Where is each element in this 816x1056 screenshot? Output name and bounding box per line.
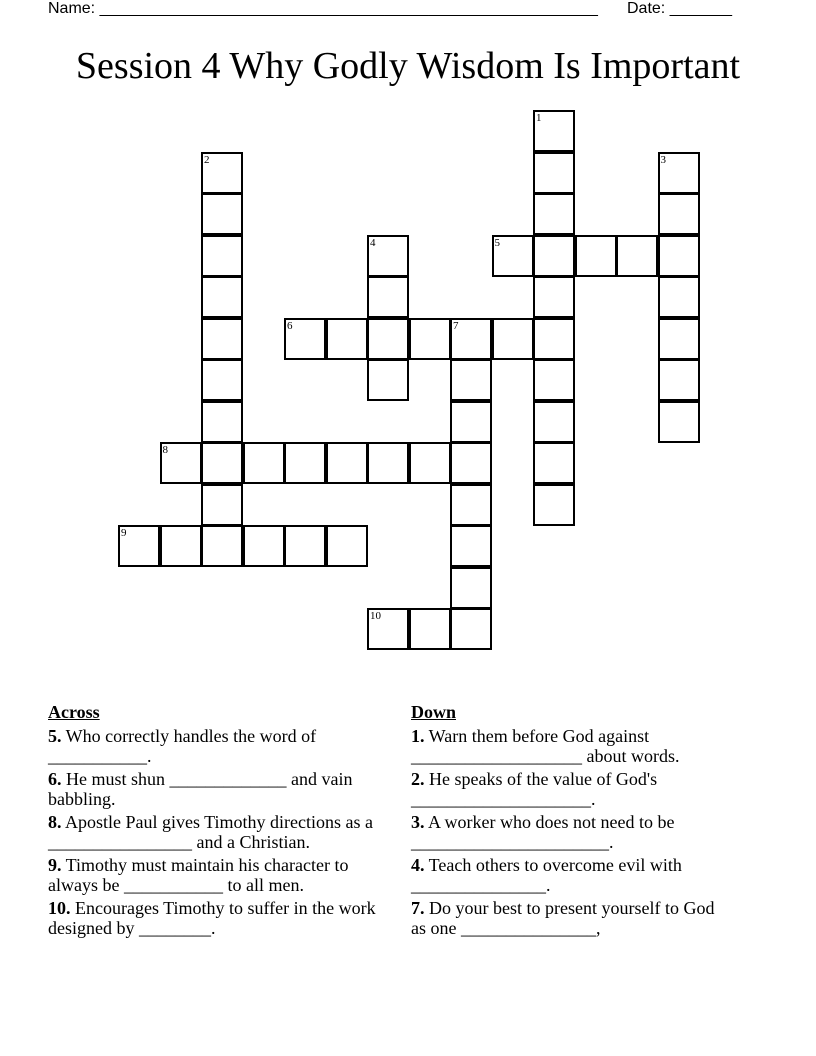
grid-cell[interactable] [367, 318, 409, 360]
clue-number: 8 [162, 444, 168, 456]
grid-cell[interactable] [533, 110, 575, 152]
clue-number: 3. [411, 812, 425, 832]
clue-item [411, 769, 721, 809]
grid-cell[interactable] [367, 276, 409, 318]
clue-number: 7 [453, 319, 459, 332]
clue-text: He speaks of the value of God's ____________________. [411, 769, 658, 809]
grid-cell[interactable] [201, 235, 243, 277]
grid-cell[interactable] [533, 442, 575, 484]
grid-cell[interactable] [533, 484, 575, 526]
grid-cell[interactable] [409, 608, 451, 650]
clue-number: 1 [536, 112, 542, 124]
grid-cell[interactable] [367, 442, 409, 484]
grid-cell[interactable] [243, 442, 285, 484]
clue-number: 4. [411, 855, 425, 875]
down-list [411, 726, 721, 938]
grid-cell[interactable] [658, 152, 700, 194]
grid-cell[interactable] [284, 318, 326, 360]
grid-cell[interactable] [492, 235, 534, 277]
down-heading: Down [411, 702, 457, 722]
grid-cell[interactable] [160, 525, 202, 567]
clue-number: 7. [411, 898, 425, 918]
grid-cell[interactable] [201, 442, 243, 484]
grid-cell[interactable] [533, 359, 575, 401]
grid-cell[interactable] [533, 193, 575, 235]
down-clues [411, 702, 721, 941]
grid-cell[interactable] [243, 525, 285, 567]
grid-cell[interactable] [367, 235, 409, 277]
clue-number: 2 [204, 153, 210, 166]
clue-number: 6. [48, 769, 62, 789]
clue-number: 5. [48, 726, 62, 746]
clue-text: Who correctly handles the word of ___________. [48, 726, 317, 766]
grid-cell[interactable] [326, 442, 368, 484]
across-clues [48, 702, 383, 941]
grid-cell[interactable] [492, 318, 534, 360]
grid-cell[interactable] [201, 193, 243, 235]
clue-number: 10. [48, 898, 71, 918]
grid-cell[interactable] [284, 525, 326, 567]
clue-item [411, 898, 721, 938]
name-field: Name: ________________________________________________________ [48, 0, 598, 17]
clue-number: 9 [121, 527, 127, 539]
grid-cell[interactable] [658, 318, 700, 360]
grid-cell[interactable] [201, 484, 243, 526]
grid-cell[interactable] [284, 442, 326, 484]
clue-text: He must shun _____________ and vain babbling. [48, 769, 353, 809]
grid-cell[interactable] [367, 608, 409, 650]
grid-cell[interactable] [201, 525, 243, 567]
grid-cell[interactable] [160, 442, 202, 484]
grid-cell[interactable] [201, 152, 243, 194]
grid-cell[interactable] [533, 276, 575, 318]
grid-cell[interactable] [533, 318, 575, 360]
clue-number: 2. [411, 769, 425, 789]
clue-text: A worker who does not need to be ______________________. [411, 812, 675, 852]
clue-text: Apostle Paul gives Timothy directions as a ________________ and a Christian. [48, 812, 374, 852]
clue-number: 9. [48, 855, 62, 875]
grid-cell[interactable] [118, 525, 160, 567]
grid-cell[interactable] [616, 235, 658, 277]
clue-item [48, 855, 383, 895]
grid-cell[interactable] [201, 401, 243, 443]
grid-cell[interactable] [450, 401, 492, 443]
clue-number: 4 [370, 236, 376, 249]
clue-number: 1. [411, 726, 425, 746]
grid-cell[interactable] [326, 525, 368, 567]
grid-cell[interactable] [326, 318, 368, 360]
grid-cell[interactable] [201, 359, 243, 401]
grid-cell[interactable] [450, 525, 492, 567]
grid-cell[interactable] [201, 318, 243, 360]
clue-item [48, 812, 383, 852]
grid-cell[interactable] [409, 318, 451, 360]
clue-text: Teach others to overcome evil with _______________. [411, 855, 682, 895]
clue-number: 3 [660, 153, 666, 166]
clue-text: Encourages Timothy to suffer in the work designed by ________. [48, 898, 376, 938]
grid-cell[interactable] [533, 235, 575, 277]
grid-cell[interactable] [450, 442, 492, 484]
grid-cell[interactable] [450, 359, 492, 401]
clue-item [48, 898, 383, 938]
grid-cell[interactable] [201, 276, 243, 318]
grid-cell[interactable] [658, 359, 700, 401]
clue-text: Do your best to present yourself to God as one _______________, [411, 898, 715, 938]
across-heading: Across [48, 702, 100, 722]
clue-text: Warn them before God against ___________________ about words. [411, 726, 680, 766]
clue-item [48, 769, 383, 809]
grid-cell[interactable] [658, 401, 700, 443]
clue-item [411, 855, 721, 895]
grid-cell[interactable] [658, 276, 700, 318]
grid-cell[interactable] [450, 567, 492, 609]
grid-cell[interactable] [533, 152, 575, 194]
clue-item [48, 726, 383, 766]
clue-number: 8. [48, 812, 62, 832]
grid-cell[interactable] [450, 484, 492, 526]
grid-cell[interactable] [409, 442, 451, 484]
clue-item [411, 812, 721, 852]
clue-number: 10 [370, 610, 381, 622]
grid-cell[interactable] [658, 235, 700, 277]
grid-cell[interactable] [367, 359, 409, 401]
grid-cell[interactable] [533, 401, 575, 443]
clue-text: Timothy must maintain his character to always be ___________ to all men. [48, 855, 349, 895]
grid-cell[interactable] [658, 193, 700, 235]
grid-cell[interactable] [575, 235, 617, 277]
page-title: Session 4 Why Godly Wisdom Is Important [75, 45, 741, 87]
clue-number: 5 [494, 236, 500, 249]
clue-item [411, 726, 721, 766]
grid-cell[interactable] [450, 608, 492, 650]
grid-cell[interactable] [450, 318, 492, 360]
date-field: Date: _______ [627, 0, 732, 17]
across-list [48, 726, 383, 938]
clue-number: 6 [287, 319, 293, 332]
